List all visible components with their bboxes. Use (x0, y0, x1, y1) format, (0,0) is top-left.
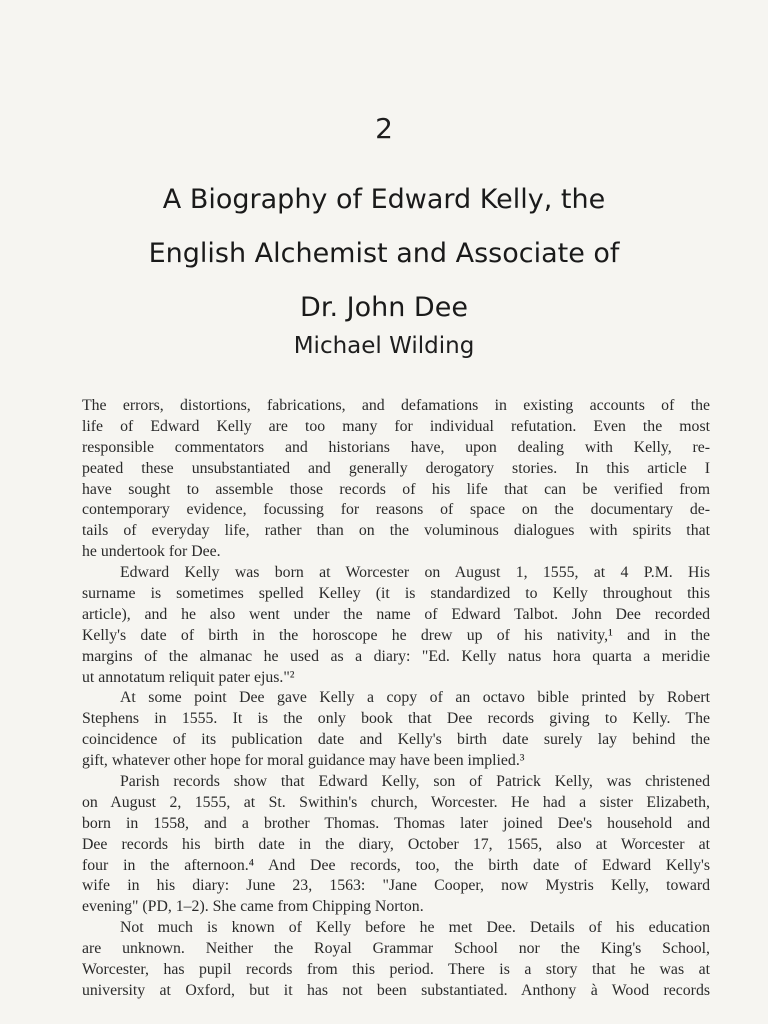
text-line: margins of the almanac he used as a diary: "Ed. Kelly natus hora quarta a meridie (82, 647, 710, 665)
text-line: Not much is known of Kelly before he met Dee. Details of his education (120, 919, 710, 937)
text-line: Edward Kelly was born at Worcester on August 1, 1555, at 4 P.M. His (120, 564, 710, 582)
text-line: Worcester, has pupil records from this period. There is a story that he was at (82, 961, 710, 979)
text-line: tails of everyday life, rather than on the voluminous dialogues with spirits that (82, 522, 710, 540)
chapter-title (60, 173, 708, 335)
chapter-title-line: A Biography of Edward Kelly, the (162, 184, 606, 215)
chapter-number: 2 (375, 112, 393, 145)
text-line: responsible commentators and historians have, upon dealing with Kelly, re- (82, 438, 710, 456)
text-line: have sought to assemble those records of his life that can be verified from (82, 480, 710, 498)
text-line: surname is sometimes spelled Kelley (it is standardized to Kelly throughout this (82, 585, 710, 603)
text-line: Parish records show that Edward Kelly, son of Patrick Kelly, was christened (120, 773, 710, 791)
text-line: article), and he also went under the name of Edward Talbot. John Dee recorded (82, 605, 710, 623)
text-line: on August 2, 1555, at St. Swithin's church, Worcester. He had a sister Elizabeth, (82, 793, 710, 811)
chapter-title-line: English Alchemist and Associate of (148, 238, 620, 269)
chapter-title-line: Dr. John Dee (300, 292, 468, 323)
text-line: Dee records his birth date in the diary, October 17, 1565, also at Worcester at (82, 835, 710, 853)
text-line: Stephens in 1555. It is the only book that Dee records giving to Kelly. The (82, 710, 710, 728)
text-line: evening" (PD, 1–2). She came from Chipping Norton. (82, 898, 424, 916)
text-line: he undertook for Dee. (82, 543, 221, 561)
text-line: contemporary evidence, focussing for reasons of space on the documentary de- (82, 501, 710, 519)
text-line: four in the afternoon.⁴ And Dee records, too, the birth date of Edward Kelly's (82, 856, 710, 874)
body-text (82, 396, 710, 1002)
text-line: university at Oxford, but it has not been substantiated. Anthony à Wood records (82, 981, 710, 999)
text-line: life of Edward Kelly are too many for individual refutation. Even the most (82, 417, 710, 435)
text-line: The errors, distortions, fabrications, and defamations in existing accounts of the (82, 397, 710, 414)
text-line: ut annotatum reliquit pater ejus."² (82, 668, 295, 686)
text-line: are unknown. Neither the Royal Grammar School nor the King's School, (82, 940, 710, 958)
text-line: peated these unsubstantiated and generally derogatory stories. In this article I (82, 459, 710, 477)
author-name: Michael Wilding (293, 333, 475, 359)
text-line: wife in his diary: June 23, 1563: "Jane Cooper, now Mystris Kelly, toward (82, 877, 710, 895)
text-line: born in 1558, and a brother Thomas. Thomas later joined Dee's household and (82, 814, 710, 832)
text-line: gift, whatever other hope for moral guidance may have been implied.³ (82, 752, 525, 770)
text-line: coincidence of its publication date and Kelly's birth date surely lay behind the (82, 731, 710, 749)
text-line: At some point Dee gave Kelly a copy of an octavo bible printed by Robert (120, 689, 710, 707)
text-line: Kelly's date of birth in the horoscope he drew up of his nativity,¹ and in the (82, 626, 710, 644)
